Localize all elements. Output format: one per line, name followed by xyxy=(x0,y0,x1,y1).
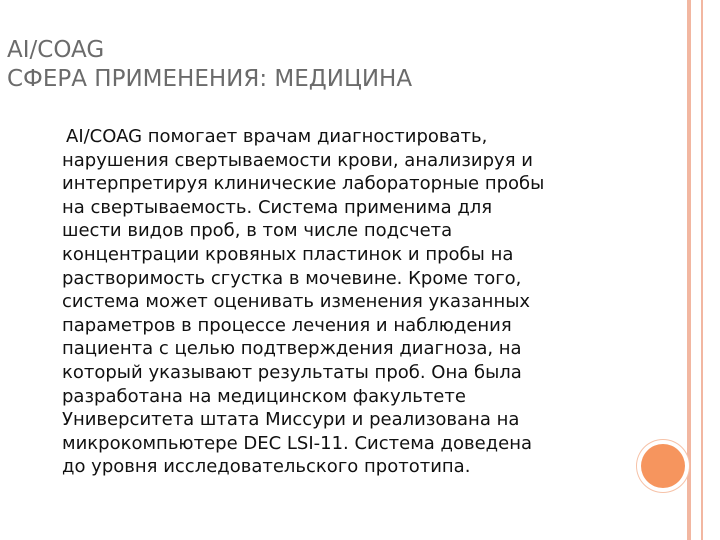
body-line: растворимость сгустка в мочевине. Кроме того, xyxy=(62,267,522,289)
body-line: разработана на медицинском факультете xyxy=(62,385,466,407)
slide-body-text xyxy=(62,125,622,479)
slide-title xyxy=(7,36,412,94)
title-line: AI/COAG xyxy=(7,37,105,63)
frame-border-inner xyxy=(701,0,703,540)
body-line: концентрации кровяных пластинок и пробы на xyxy=(62,243,514,265)
body-line: который указывают результаты проб. Она была xyxy=(62,361,522,383)
title-line: СФЕРА ПРИМЕНЕНИЯ: МЕДИЦИНА xyxy=(7,66,413,92)
body-line: шести видов проб, в том числе подсчета xyxy=(62,220,453,242)
body-line: нарушения свертываемости крови, анализируя и xyxy=(62,149,533,171)
body-line: на свертываемость. Система применима для xyxy=(62,196,493,218)
body-line: AI/COAG помогает врачам диагностировать, xyxy=(66,126,488,147)
body-line: интерпретируя клинические лабораторные пробы xyxy=(62,173,545,195)
body-line: Университета штата Миссури и реализована на xyxy=(62,409,520,431)
body-line: система может оценивать изменения указанных xyxy=(62,291,531,313)
body-line: до уровня исследовательского прототипа. xyxy=(62,456,471,478)
accent-circle xyxy=(641,444,685,488)
body-line: микрокомпьютере DEC LSI-11. Система доведена xyxy=(62,432,533,454)
body-line: пациента с целью подтверждения диагноза, на xyxy=(62,338,522,360)
body-line: параметров в процессе лечения и наблюдения xyxy=(62,314,512,336)
frame-border-outer xyxy=(687,0,691,540)
